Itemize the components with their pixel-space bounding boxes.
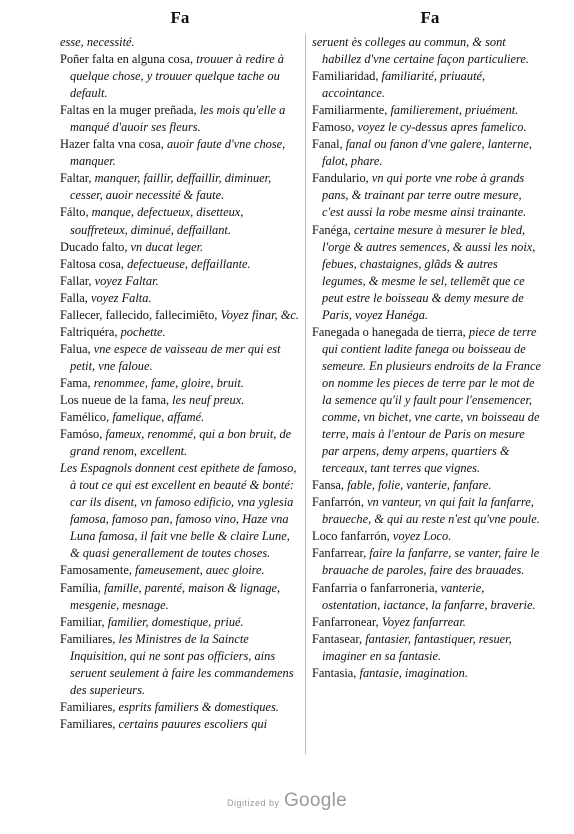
dictionary-entry xyxy=(60,631,300,699)
dictionary-entry xyxy=(60,51,300,102)
entry-headword: Los nueue de la fama, xyxy=(60,392,173,407)
entry-headword: Familiares, xyxy=(60,716,119,731)
dictionary-entry xyxy=(60,341,300,375)
entry-headword: Fálto, xyxy=(60,205,92,220)
entry-definition: fantasie, imagination. xyxy=(359,665,468,680)
entry-definition: famille, parenté, maison & lignage, mesgenie, mesnage. xyxy=(70,580,281,612)
entry-definition: vn ducat leger. xyxy=(130,239,204,254)
entry-definition: vn qui porte vne robe à grands pans, & trainant par terre outre mesure, c'est aussi la robe mesme ainsi trainante. xyxy=(322,171,527,220)
dictionary-entry xyxy=(60,614,300,631)
entry-definition: voyez le cy-dessus apres famelico. xyxy=(357,120,527,135)
entry-definition: vne espece de vaisseau de mer qui est petit, vne faloue. xyxy=(70,341,281,373)
entry-definition: voyez Loco. xyxy=(392,529,452,544)
entry-headword: Faltar, xyxy=(60,171,95,186)
entry-definition: esse, necessité. xyxy=(60,35,135,49)
dictionary-entry xyxy=(312,102,542,119)
entry-headword: Familiares, xyxy=(60,699,119,714)
entry-definition: fanal ou fanon d'vne galere, lanterne, falot, phare. xyxy=(322,137,533,169)
entry-definition: les neuf preux. xyxy=(172,392,245,407)
entry-definition: les Ministres de la Saincte Inquisition, qui ne sont pas officiers, ains seruent seulement à faire les commandemens des superieurs. xyxy=(70,631,294,697)
right-column xyxy=(312,34,542,682)
dictionary-entry xyxy=(60,562,300,579)
entry-headword: Fanal, xyxy=(312,137,346,152)
entry-headword: Fantasia, xyxy=(312,665,360,680)
entry-definition: voyez Falta. xyxy=(90,290,152,305)
dictionary-entry xyxy=(60,699,300,716)
entry-headword: Fanfarrear, xyxy=(312,546,370,561)
entry-definition: familiarité, priuauté, accointance. xyxy=(322,69,486,101)
entry-definition: fameux, renommé, qui a bon bruit, de grand renom, excellent. xyxy=(70,427,292,459)
entry-headword: Fantasear, xyxy=(312,631,366,646)
entry-definition: auoir faute d'vne chose, manquer. xyxy=(70,137,286,169)
google-logo: Google xyxy=(283,790,348,811)
entry-headword: Famóso, xyxy=(60,427,106,442)
entry-definition: pochette. xyxy=(120,324,166,339)
digitization-watermark xyxy=(0,790,574,812)
entry-headword: Fandulario, xyxy=(312,171,372,186)
dictionary-entry xyxy=(312,580,542,614)
entry-headword: Famélico, xyxy=(60,410,113,425)
entry-headword: Familiarmente, xyxy=(312,103,391,118)
entry-headword: Faltas en la muger preñada, xyxy=(60,103,200,118)
entry-definition: esprits familiers & domestiques. xyxy=(118,699,279,714)
dictionary-entry xyxy=(60,170,300,204)
entry-headword: Familiares, xyxy=(60,631,119,646)
entry-definition: certains pauures escoliers qui xyxy=(118,716,268,731)
entry-headword: Fallecer, fallecido, fallecimiẽto, xyxy=(60,307,221,322)
entry-headword: Fanéga, xyxy=(312,222,354,237)
dictionary-entry xyxy=(312,68,542,102)
dictionary-entry xyxy=(312,545,542,579)
dictionary-entry xyxy=(60,392,300,409)
dictionary-entry xyxy=(312,136,542,170)
entry-definition: voyez Faltar. xyxy=(94,273,159,288)
dictionary-entry xyxy=(60,460,300,562)
entry-headword: Fanfarrón, xyxy=(312,495,368,510)
dictionary-entry xyxy=(60,716,300,733)
dictionary-entry xyxy=(312,477,542,494)
dictionary-entry xyxy=(312,170,542,221)
entry-headword: Fanfarria o fanfarroneria, xyxy=(312,580,441,595)
dictionary-entry xyxy=(312,528,542,545)
dictionary-entry xyxy=(312,119,542,136)
entry-definition: fantasier, fantastiquer, resuer, imaginer en sa fantasie. xyxy=(322,631,512,663)
entry-definition: les mois qu'elle a manqué d'auoir ses fleurs. xyxy=(70,103,286,135)
entry-headword: Fanegada o hanegada de tierra, xyxy=(312,324,469,339)
entry-definition: vanterie, ostentation, iactance, la fanfarre, braverie. xyxy=(322,580,536,612)
left-column xyxy=(60,34,300,733)
dictionary-entry xyxy=(312,614,542,631)
entry-definition: trouuer à redire à quelque chose, y trouuer quelque tache ou default. xyxy=(70,52,285,101)
dictionary-entry xyxy=(60,426,300,460)
dictionary-entry xyxy=(60,136,300,170)
entry-headword: Famoso, xyxy=(312,120,358,135)
entry-headword: Fansa, xyxy=(312,478,348,493)
dictionary-entry xyxy=(60,239,300,256)
entry-definition: faire la fanfarre, se vanter, faire le brauache de paroles, faire des brauades. xyxy=(322,546,540,578)
running-header-right: Fa xyxy=(420,8,440,27)
entry-definition: fable, folie, vanterie, fanfare. xyxy=(347,478,492,493)
dictionary-entry xyxy=(60,102,300,136)
entry-definition: renommee, fame, gloire, bruit. xyxy=(93,375,244,390)
dictionary-entry xyxy=(312,34,542,68)
entry-definition: seruent ès colleges au commun, & sont habillez d'vne certaine façon particuliere. xyxy=(312,35,529,67)
entry-headword: Faltriquéra, xyxy=(60,324,121,339)
dictionary-entry xyxy=(60,307,300,324)
entry-definition: certaine mesure à mesurer le bled, l'orge & autres semences, & aussi les noix, febues, chastaignes, glãds & autres legumes, & mesme le sel, tellemẽt que ce peut estre le boisseau & demy mesure de Paris, voyez Hanéga. xyxy=(322,222,536,322)
dictionary-entry xyxy=(312,222,542,324)
entry-headword: Famosamente, xyxy=(60,563,136,578)
entry-definition: fameusement, auec gloire. xyxy=(135,563,265,578)
entry-headword: Família, xyxy=(60,580,105,595)
dictionary-entry xyxy=(60,256,300,273)
entry-definition: famelique, affamé. xyxy=(112,410,205,425)
entry-headword: Hazer falta vna cosa, xyxy=(60,137,167,152)
entry-headword: Fanfarronear, xyxy=(312,614,382,629)
dictionary-entry xyxy=(60,324,300,341)
entry-headword: Familiaridad, xyxy=(312,69,382,84)
dictionary-entry xyxy=(60,580,300,614)
entry-headword: Faltosa cosa, xyxy=(60,256,128,271)
dictionary-entry xyxy=(312,665,542,682)
entry-definition: Les Espagnols donnent cest epithete de famoso, à tout ce qui est excellent en beauté & bonté: car ils disent, vn famoso edificio, vna yglesia famosa, famoso pan, famoso vino, Haze vna Luna famosa, il fait vne belle & claire Lune, & quasi generallement de toutes choses. xyxy=(60,461,297,561)
column-divider xyxy=(305,34,306,754)
running-header-left: Fa xyxy=(170,8,190,27)
entry-headword: Familiar, xyxy=(60,614,108,629)
dictionary-entry xyxy=(312,324,542,477)
dictionary-entry xyxy=(60,34,300,51)
entry-headword: Ducado falto, xyxy=(60,239,131,254)
entry-headword: Loco fanfarrón, xyxy=(312,529,393,544)
dictionary-entry xyxy=(312,494,542,528)
entry-definition: vn vanteur, vn qui fait la fanfarre, braueche, & qui au reste n'est qu'vne poule. xyxy=(322,495,540,527)
entry-definition: defectueuse, deffaillante. xyxy=(127,256,251,271)
entry-headword: Falla, xyxy=(60,290,91,305)
dictionary-entry xyxy=(60,409,300,426)
dictionary-entry xyxy=(60,204,300,238)
dictionary-entry xyxy=(312,631,542,665)
digitized-by-label: Digitized by xyxy=(226,798,280,808)
entry-headword: Poñer falta en alguna cosa, xyxy=(60,52,197,67)
dictionary-entry xyxy=(60,375,300,392)
dictionary-entry xyxy=(60,273,300,290)
entry-definition: Voyez fanfarrear. xyxy=(381,614,466,629)
entry-headword: Fallar, xyxy=(60,273,95,288)
entry-definition: Voyez finar, &c. xyxy=(220,307,299,322)
entry-definition: familierement, priuément. xyxy=(390,103,519,118)
dictionary-entry xyxy=(60,290,300,307)
entry-definition: manquer, faillir, deffaillir, diminuer, cesser, auoir necessité & faute. xyxy=(70,171,272,203)
entry-definition: manque, defectueux, disetteux, souffreteux, diminué, deffaillant. xyxy=(70,205,244,237)
entry-headword: Fama, xyxy=(60,375,94,390)
entry-headword: Falua, xyxy=(60,341,94,356)
entry-definition: familier, domestique, priué. xyxy=(107,614,244,629)
entry-definition: piece de terre qui contient ladite fanega ou boisseau de semeure. En plusieurs endroits de la France on nomme les pieces de terre par le mot de la semence qu'il y fault pour l'ensemencer, comme, vn bichet, vne carte, vn boisseau de terre, mais à l'entour de Paris on mesure par arpens, demy arpens, quartiers & terceaux, tant terres que vignes. xyxy=(322,324,541,476)
